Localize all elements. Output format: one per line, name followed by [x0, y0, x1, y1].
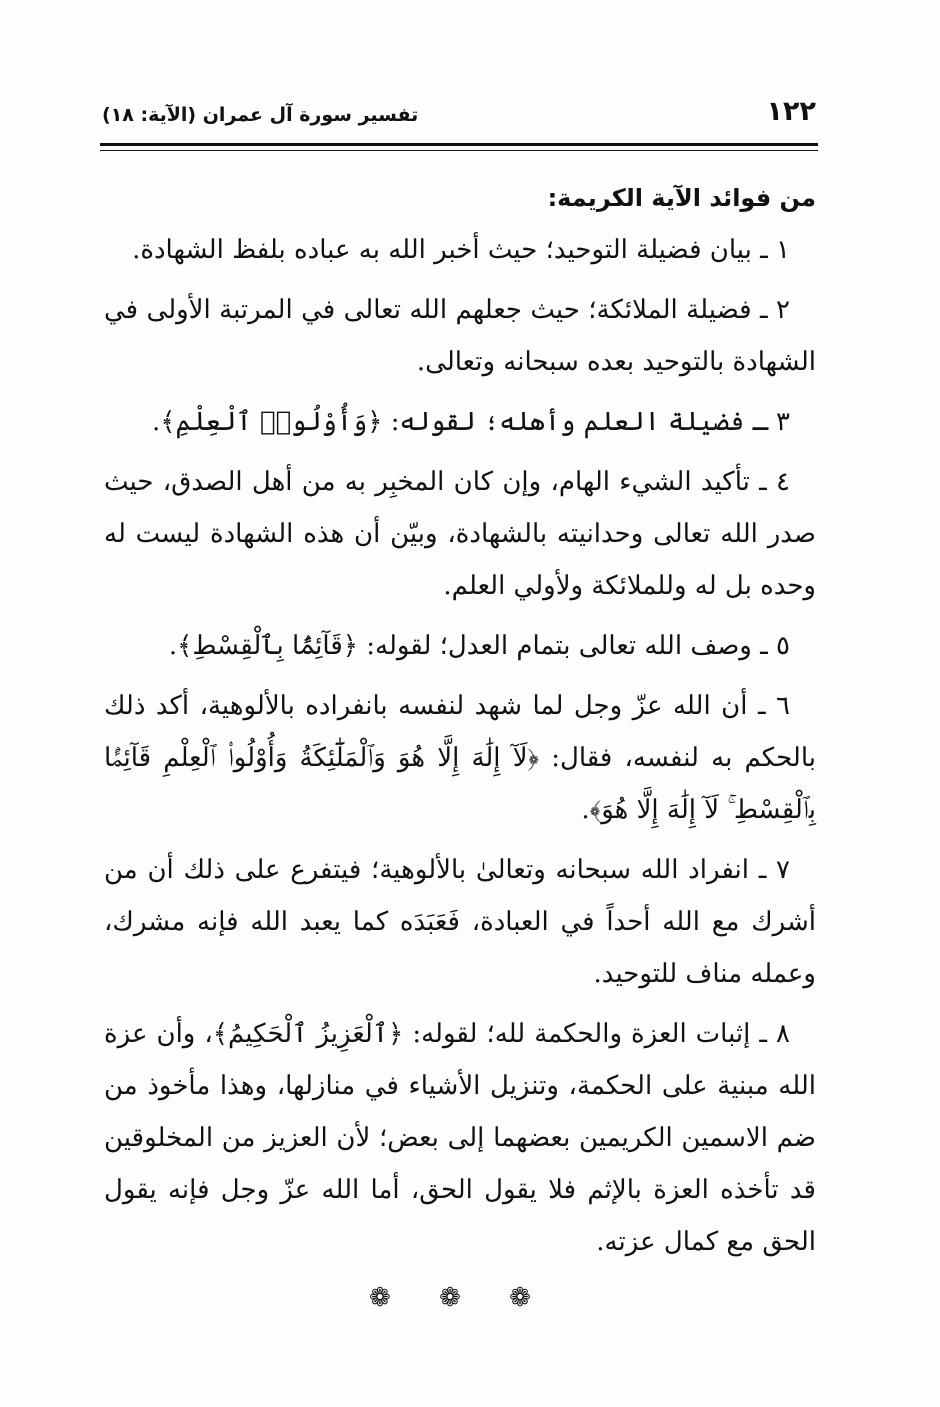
- benefit-item-5: [104, 620, 816, 672]
- page-header: [100, 92, 818, 136]
- benefit-item-3: [104, 396, 816, 448]
- item-number: ٨ ـ: [759, 1019, 790, 1049]
- benefit-item-4: [104, 456, 816, 612]
- benefit-item-8: [104, 1008, 816, 1268]
- benefit-item-7: [104, 844, 816, 1000]
- page-number: ١٢٢: [766, 96, 816, 127]
- item-text: وصف الله تعالى بتمام العدل؛ لقوله: ﴿قَآئِمًۢا بِٱلْقِسْطِ﴾.: [168, 631, 752, 661]
- item-text: تأكيد الشيء الهام، وإن كان المخبِر به من أهل الصدق، حيث صدر الله تعالى وحدانيته بالشهادة، وبيّن أن هذه الشهادة ليست له وحده بل له وللملائكة ولأولي العلم.: [104, 467, 816, 601]
- section-end-ornament: ❁ ❁ ❁: [369, 1283, 551, 1313]
- item-number: ١ ـ: [760, 235, 790, 265]
- benefit-item-6: [104, 680, 816, 836]
- item-number: ٢ ـ: [759, 295, 790, 325]
- item-text: إثبات العزة والحكمة لله؛ لقوله: ﴿ٱلْعَزِيزُ ٱلْحَكِيمُ﴾، وأن عزة الله مبنية على الحكمة، وتنزيل الأشياء في منازلها، وهذا مأخوذ من ضم الاسمين الكريمين بعضهما إلى بعض؛ لأن العزيز من المخلوقين قد تأخذه العزة بالإثم فلا يقول الحق، أما الله عزّ وجل فإنه يقول الحق مع كمال عزته.: [104, 1019, 816, 1257]
- item-number: ٤ ـ: [759, 467, 791, 497]
- item-number: ٣ ـ: [752, 407, 790, 437]
- running-title: تفسير سورة آل عمران (الآية: ١٨): [102, 104, 419, 126]
- section-heading: من فوائد الآية الكريمة:: [547, 184, 816, 212]
- page-content: [104, 176, 816, 1320]
- item-text: بيان فضيلة التوحيد؛ حيث أخبر الله به عباده بلفظ الشهادة.: [132, 235, 752, 265]
- benefit-item-1: [104, 224, 816, 276]
- item-text: انفراد الله سبحانه وتعالىٰ بالألوهية؛ فيتفرع على ذلك أن من أشرك مع الله أحداً في العبادة، فَعَبَدَه كما يعبد الله فإنه مشرك، وعمله مناف للتوحيد.: [104, 855, 816, 989]
- item-text: فضيلة العلم وأهله؛ لقوله: ﴿وَأُوْلُوا۟ ٱلْعِلْمِ﴾.: [151, 407, 745, 437]
- item-text: فضيلة الملائكة؛ حيث جعلهم الله تعالى في المرتبة الأولى في الشهادة بالتوحيد بعده سبحانه وتعالى.: [104, 295, 816, 377]
- header-rule-thin: [100, 150, 818, 151]
- item-number: ٥ ـ: [760, 631, 790, 661]
- item-text: أن الله عزّ وجل لما شهد لنفسه بانفراده بالألوهية، أكد ذلك بالحكم به لنفسه، فقال: ﴿لَآ إِلَٰهَ إِلَّا هُوَ وَٱلْمَلَٰٓئِكَةُ وَأُوْلُوا۟ ٱلْعِلْمِ قَآئِمًۢا بِٱلْقِسْطِ ۚ لَآ إِلَٰهَ إِلَّا هُوَ﴾.: [104, 691, 816, 825]
- item-number: ٦ ـ: [757, 691, 791, 721]
- item-number: ٧ ـ: [758, 855, 791, 885]
- benefit-item-2: [104, 284, 816, 388]
- header-rule-thick: [100, 143, 818, 146]
